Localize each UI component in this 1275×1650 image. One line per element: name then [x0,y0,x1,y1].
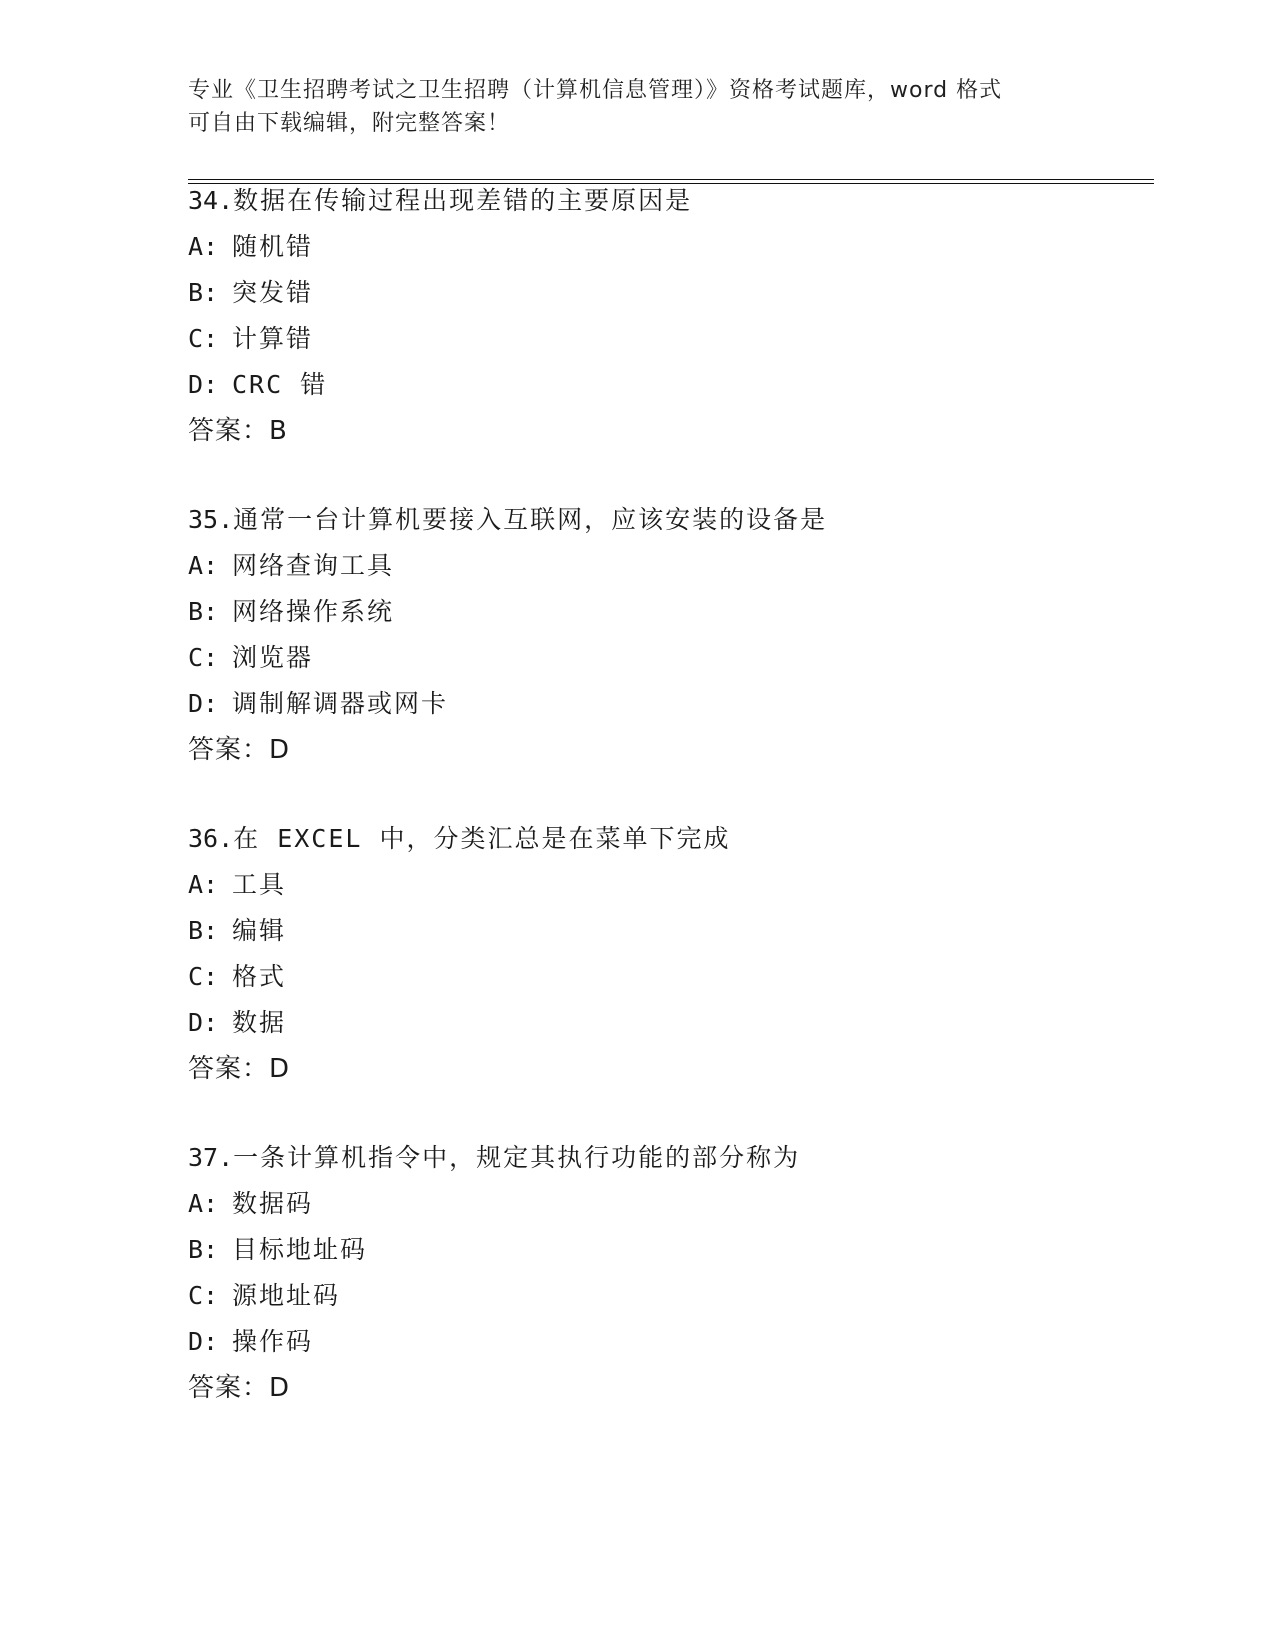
option-letter: D: [188,689,219,718]
option-letter: C: [188,643,219,672]
question-36 [188,816,1138,1092]
option-letter: B: [188,278,219,307]
option-text: 调制解调器或网卡 [232,689,449,718]
option-letter: A: [188,1189,219,1218]
option-b [188,1227,1138,1273]
option-text: 目标地址码 [232,1235,368,1264]
option-text: 网络操作系统 [232,597,395,626]
question-title [188,1135,1138,1181]
option-b [188,908,1138,954]
question-number: 35. [188,505,234,534]
question-number: 34. [188,186,234,215]
option-text: 源地址码 [232,1281,341,1310]
option-text: 格式 [232,962,287,991]
question-number: 37. [188,1143,234,1172]
question-title [188,178,1138,224]
answer-line: 答案：D [188,735,291,765]
option-c [188,635,1138,681]
question-34 [188,178,1138,454]
option-letter: B: [188,916,219,945]
question-text: 通常一台计算机要接入互联网，应该安装的设备是 [233,505,828,534]
option-letter: B: [188,597,219,626]
option-text: 计算错 [232,324,314,353]
option-text: 工具 [232,870,287,899]
option-c [188,316,1138,362]
question-35 [188,497,1138,773]
question-37 [188,1135,1138,1411]
option-text: 浏览器 [232,643,314,672]
question-title [188,816,1138,862]
option-text: 随机错 [232,232,314,261]
option-text: 数据码 [232,1189,314,1218]
option-a [188,1181,1138,1227]
option-letter: D: [188,370,219,399]
header-line-2: 可自由下载编辑，附完整答案！ [188,111,511,136]
header-line-1: 专业《卫生招聘考试之卫生招聘（计算机信息管理）》资格考试题库，word 格式 [188,78,1003,103]
option-letter: A: [188,232,219,261]
option-letter: C: [188,1281,219,1310]
option-a [188,862,1138,908]
answer-line: 答案：D [188,1373,291,1403]
option-c [188,954,1138,1000]
option-text: 突发错 [232,278,314,307]
answer-line: 答案：B [188,416,288,446]
option-letter: A: [188,870,219,899]
option-text: CRC 错 [232,370,328,399]
document-header [188,74,1088,140]
option-letter: D: [188,1327,219,1356]
question-number: 36. [188,824,234,853]
option-d [188,681,1138,727]
question-text: 数据在传输过程出现差错的主要原因是 [233,186,693,215]
option-letter: B: [188,1235,219,1264]
option-text: 网络查询工具 [232,551,395,580]
option-text: 数据 [232,1008,287,1037]
question-text: 在 EXCEL 中，分类汇总是在菜单下完成 [233,824,731,853]
option-a [188,543,1138,589]
option-b [188,270,1138,316]
option-d [188,362,1138,408]
option-letter: C: [188,324,219,353]
option-text: 编辑 [232,916,287,945]
answer-line: 答案：D [188,1054,291,1084]
option-d [188,1000,1138,1046]
option-d [188,1319,1138,1365]
option-c [188,1273,1138,1319]
option-b [188,589,1138,635]
option-letter: D: [188,1008,219,1037]
option-text: 操作码 [232,1327,314,1356]
question-title [188,497,1138,543]
option-letter: A: [188,551,219,580]
question-text: 一条计算机指令中，规定其执行功能的部分称为 [233,1143,801,1172]
option-a [188,224,1138,270]
option-letter: C: [188,962,219,991]
